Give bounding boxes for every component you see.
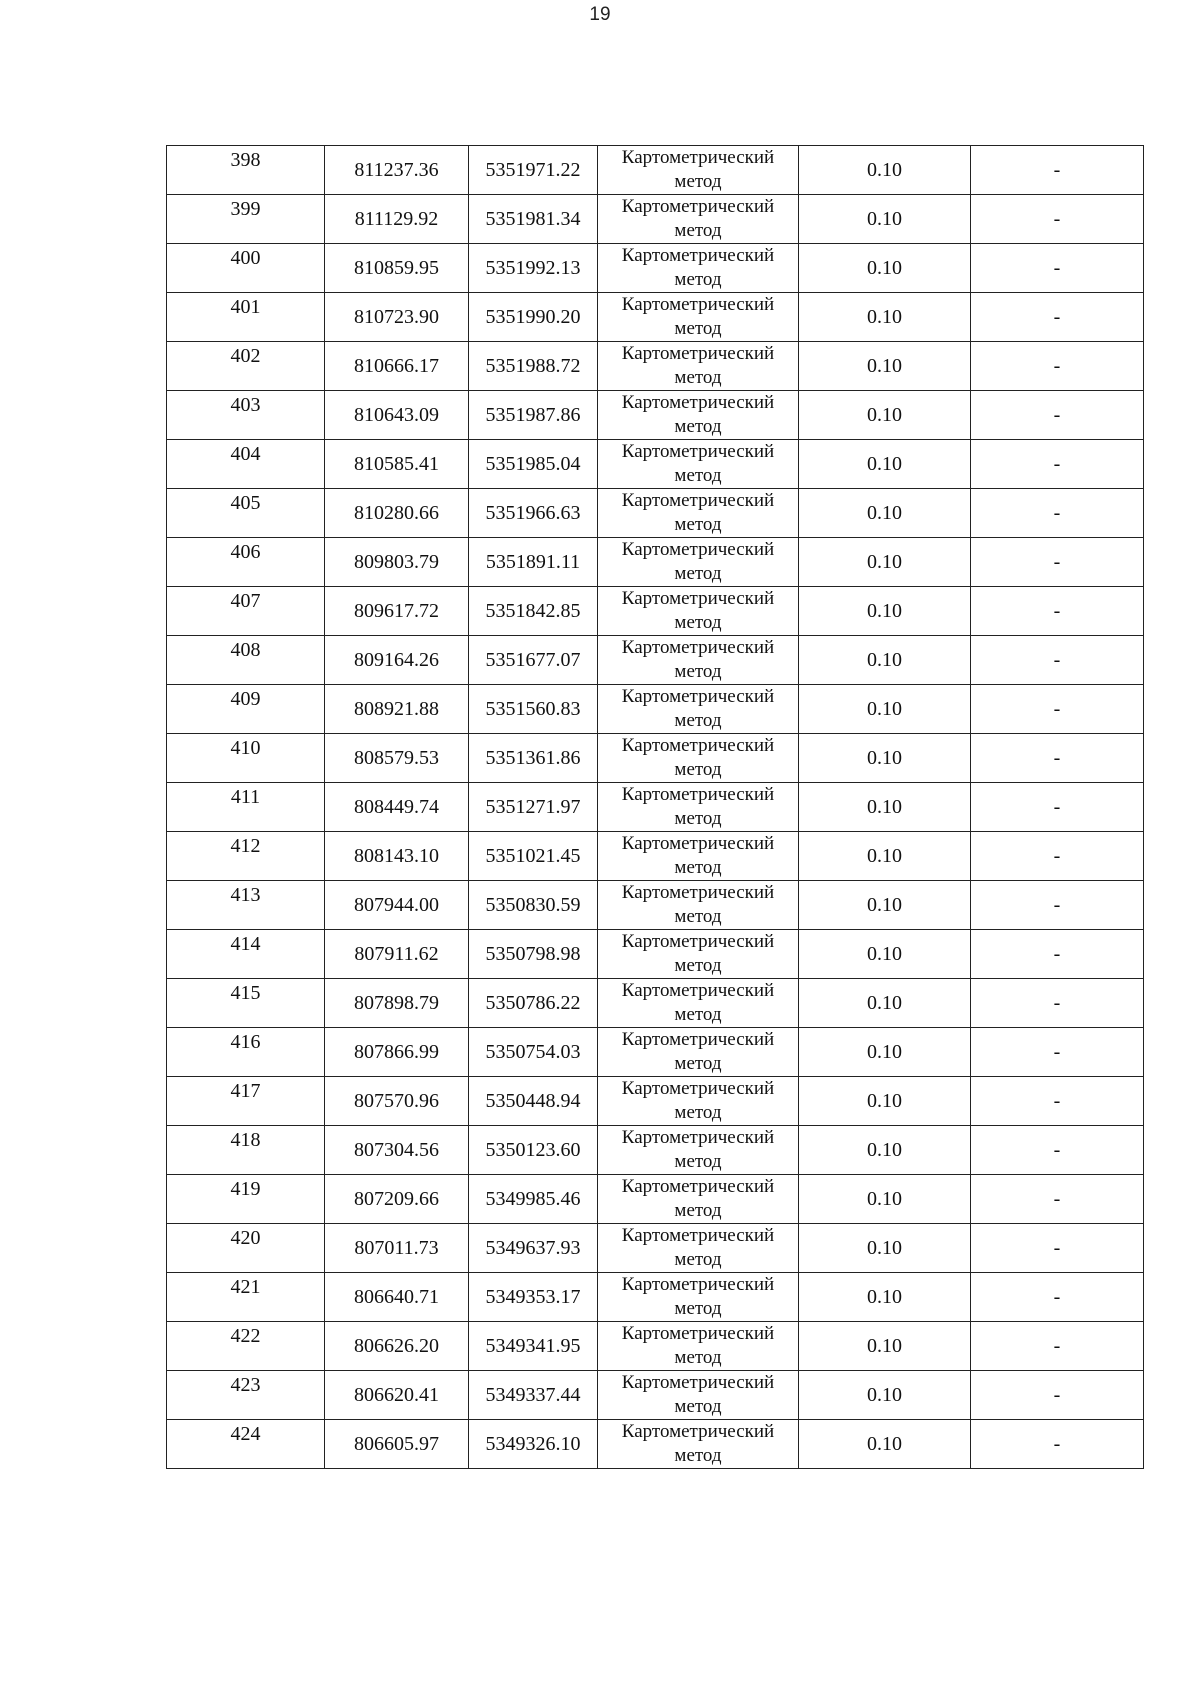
x-coordinate-cell: 808921.88 (325, 685, 469, 734)
method-cell (598, 1420, 799, 1469)
note-cell: - (971, 783, 1144, 832)
accuracy-cell: 0.10 (799, 538, 971, 587)
y-coordinate-cell: 5350448.94 (469, 1077, 598, 1126)
method-cell (598, 538, 799, 587)
accuracy-cell: 0.10 (799, 587, 971, 636)
note-cell: - (971, 979, 1144, 1028)
method-name-line1: Картометрический (621, 1078, 775, 1099)
accuracy-cell: 0.10 (799, 1273, 971, 1322)
method-name-line2: метод (674, 857, 722, 878)
method-name-line2: метод (674, 1298, 722, 1319)
table-row (167, 293, 1144, 342)
page-number: 19 (589, 4, 611, 25)
point-number-cell: 422 (167, 1322, 325, 1371)
method-name-line2: метод (674, 416, 722, 437)
method-name-line2: метод (674, 612, 722, 633)
method-cell (598, 489, 799, 538)
accuracy-cell: 0.10 (799, 1126, 971, 1175)
method-name-line1: Картометрический (621, 1029, 775, 1050)
table-row (167, 342, 1144, 391)
table-row (167, 146, 1144, 195)
note-cell: - (971, 1371, 1144, 1420)
method-cell (598, 1224, 799, 1273)
accuracy-cell: 0.10 (799, 489, 971, 538)
x-coordinate-cell: 807944.00 (325, 881, 469, 930)
method-name-line2: метод (674, 906, 722, 927)
y-coordinate-cell: 5349341.95 (469, 1322, 598, 1371)
point-number-cell: 400 (167, 244, 325, 293)
y-coordinate-cell: 5351988.72 (469, 342, 598, 391)
x-coordinate-cell: 810280.66 (325, 489, 469, 538)
accuracy-cell: 0.10 (799, 685, 971, 734)
method-name-line2: метод (674, 269, 722, 290)
method-name-line2: метод (674, 367, 722, 388)
method-name-line1: Картометрический (621, 931, 775, 952)
x-coordinate-cell: 808449.74 (325, 783, 469, 832)
table-row (167, 1028, 1144, 1077)
note-cell: - (971, 489, 1144, 538)
point-number-cell: 413 (167, 881, 325, 930)
x-coordinate-cell: 807911.62 (325, 930, 469, 979)
method-cell (598, 293, 799, 342)
point-number-cell: 424 (167, 1420, 325, 1469)
y-coordinate-cell: 5351021.45 (469, 832, 598, 881)
point-number-cell: 415 (167, 979, 325, 1028)
table-row (167, 1420, 1144, 1469)
note-cell: - (971, 293, 1144, 342)
x-coordinate-cell: 808579.53 (325, 734, 469, 783)
y-coordinate-cell: 5350798.98 (469, 930, 598, 979)
point-number-cell: 423 (167, 1371, 325, 1420)
point-number-cell: 421 (167, 1273, 325, 1322)
method-name-line1: Картометрический (621, 441, 775, 462)
note-cell: - (971, 1224, 1144, 1273)
y-coordinate-cell: 5350786.22 (469, 979, 598, 1028)
method-cell (598, 783, 799, 832)
note-cell: - (971, 1420, 1144, 1469)
y-coordinate-cell: 5351677.07 (469, 636, 598, 685)
x-coordinate-cell: 806626.20 (325, 1322, 469, 1371)
accuracy-cell: 0.10 (799, 1420, 971, 1469)
method-cell (598, 1175, 799, 1224)
point-number-cell: 412 (167, 832, 325, 881)
y-coordinate-cell: 5349337.44 (469, 1371, 598, 1420)
method-name-line2: метод (674, 955, 722, 976)
note-cell: - (971, 538, 1144, 587)
method-cell (598, 685, 799, 734)
table-row (167, 881, 1144, 930)
x-coordinate-cell: 809617.72 (325, 587, 469, 636)
x-coordinate-cell: 811237.36 (325, 146, 469, 195)
accuracy-cell: 0.10 (799, 832, 971, 881)
note-cell: - (971, 587, 1144, 636)
method-name-line2: метод (674, 1053, 722, 1074)
method-name-line2: метод (674, 1249, 722, 1270)
accuracy-cell: 0.10 (799, 440, 971, 489)
accuracy-cell: 0.10 (799, 1224, 971, 1273)
x-coordinate-cell: 809164.26 (325, 636, 469, 685)
note-cell: - (971, 881, 1144, 930)
y-coordinate-cell: 5349326.10 (469, 1420, 598, 1469)
x-coordinate-cell: 807011.73 (325, 1224, 469, 1273)
method-name-line1: Картометрический (621, 1372, 775, 1393)
note-cell: - (971, 146, 1144, 195)
table-row (167, 1224, 1144, 1273)
method-cell (598, 832, 799, 881)
method-name-line1: Картометрический (621, 784, 775, 805)
note-cell: - (971, 391, 1144, 440)
method-name-line1: Картометрический (621, 147, 775, 168)
point-number-cell: 410 (167, 734, 325, 783)
y-coordinate-cell: 5351271.97 (469, 783, 598, 832)
method-name-line2: метод (674, 1151, 722, 1172)
accuracy-cell: 0.10 (799, 979, 971, 1028)
note-cell: - (971, 1175, 1144, 1224)
x-coordinate-cell: 808143.10 (325, 832, 469, 881)
point-number-cell: 411 (167, 783, 325, 832)
point-number-cell: 409 (167, 685, 325, 734)
point-number-cell: 399 (167, 195, 325, 244)
note-cell: - (971, 930, 1144, 979)
method-name-line1: Картометрический (621, 1225, 775, 1246)
method-cell (598, 391, 799, 440)
table-row (167, 538, 1144, 587)
note-cell: - (971, 1126, 1144, 1175)
method-name-line1: Картометрический (621, 539, 775, 560)
accuracy-cell: 0.10 (799, 342, 971, 391)
y-coordinate-cell: 5351361.86 (469, 734, 598, 783)
coordinates-table (166, 145, 1144, 1469)
point-number-cell: 406 (167, 538, 325, 587)
method-cell (598, 1028, 799, 1077)
x-coordinate-cell: 810585.41 (325, 440, 469, 489)
accuracy-cell: 0.10 (799, 783, 971, 832)
table-row (167, 1126, 1144, 1175)
method-cell (598, 1273, 799, 1322)
accuracy-cell: 0.10 (799, 195, 971, 244)
accuracy-cell: 0.10 (799, 293, 971, 342)
method-name-line1: Картометрический (621, 833, 775, 854)
method-name-line1: Картометрический (621, 1127, 775, 1148)
method-name-line1: Картометрический (621, 392, 775, 413)
note-cell: - (971, 195, 1144, 244)
method-cell (598, 636, 799, 685)
x-coordinate-cell: 810666.17 (325, 342, 469, 391)
table-row (167, 391, 1144, 440)
method-name-line1: Картометрический (621, 637, 775, 658)
method-name-line2: метод (674, 661, 722, 682)
method-cell (598, 146, 799, 195)
y-coordinate-cell: 5351981.34 (469, 195, 598, 244)
table-row (167, 1371, 1144, 1420)
point-number-cell: 408 (167, 636, 325, 685)
point-number-cell: 419 (167, 1175, 325, 1224)
x-coordinate-cell: 806605.97 (325, 1420, 469, 1469)
accuracy-cell: 0.10 (799, 1322, 971, 1371)
method-name-line2: метод (674, 808, 722, 829)
method-cell (598, 587, 799, 636)
accuracy-cell: 0.10 (799, 881, 971, 930)
accuracy-cell: 0.10 (799, 636, 971, 685)
table-row (167, 685, 1144, 734)
y-coordinate-cell: 5351987.86 (469, 391, 598, 440)
method-name-line1: Картометрический (621, 1421, 775, 1442)
y-coordinate-cell: 5351971.22 (469, 146, 598, 195)
method-name-line2: метод (674, 514, 722, 535)
method-name-line1: Картометрический (621, 686, 775, 707)
point-number-cell: 418 (167, 1126, 325, 1175)
method-name-line2: метод (674, 1200, 722, 1221)
note-cell: - (971, 1273, 1144, 1322)
x-coordinate-cell: 806620.41 (325, 1371, 469, 1420)
method-name-line1: Картометрический (621, 343, 775, 364)
table-row (167, 783, 1144, 832)
y-coordinate-cell: 5351560.83 (469, 685, 598, 734)
table-row (167, 587, 1144, 636)
method-cell (598, 1322, 799, 1371)
method-name-line1: Картометрический (621, 245, 775, 266)
accuracy-cell: 0.10 (799, 1077, 971, 1126)
x-coordinate-cell: 807304.56 (325, 1126, 469, 1175)
method-cell (598, 881, 799, 930)
y-coordinate-cell: 5351891.11 (469, 538, 598, 587)
method-name-line2: метод (674, 465, 722, 486)
method-name-line2: метод (674, 563, 722, 584)
note-cell: - (971, 734, 1144, 783)
table-row (167, 440, 1144, 489)
table-row (167, 1322, 1144, 1371)
point-number-cell: 401 (167, 293, 325, 342)
point-number-cell: 417 (167, 1077, 325, 1126)
y-coordinate-cell: 5351842.85 (469, 587, 598, 636)
accuracy-cell: 0.10 (799, 1028, 971, 1077)
accuracy-cell: 0.10 (799, 244, 971, 293)
method-name-line1: Картометрический (621, 294, 775, 315)
point-number-cell: 398 (167, 146, 325, 195)
note-cell: - (971, 832, 1144, 881)
table-row (167, 1077, 1144, 1126)
table-row (167, 244, 1144, 293)
y-coordinate-cell: 5351966.63 (469, 489, 598, 538)
method-name-line2: метод (674, 1445, 722, 1466)
method-cell (598, 195, 799, 244)
method-name-line2: метод (674, 759, 722, 780)
method-name-line1: Картометрический (621, 882, 775, 903)
method-cell (598, 1077, 799, 1126)
method-name-line2: метод (674, 1004, 722, 1025)
method-cell (598, 440, 799, 489)
point-number-cell: 403 (167, 391, 325, 440)
accuracy-cell: 0.10 (799, 391, 971, 440)
y-coordinate-cell: 5350754.03 (469, 1028, 598, 1077)
x-coordinate-cell: 806640.71 (325, 1273, 469, 1322)
method-cell (598, 1371, 799, 1420)
table-row (167, 1273, 1144, 1322)
note-cell: - (971, 636, 1144, 685)
note-cell: - (971, 1322, 1144, 1371)
point-number-cell: 404 (167, 440, 325, 489)
method-cell (598, 734, 799, 783)
point-number-cell: 407 (167, 587, 325, 636)
accuracy-cell: 0.10 (799, 146, 971, 195)
x-coordinate-cell: 811129.92 (325, 195, 469, 244)
note-cell: - (971, 685, 1144, 734)
accuracy-cell: 0.10 (799, 1175, 971, 1224)
method-name-line1: Картометрический (621, 1323, 775, 1344)
table-row (167, 489, 1144, 538)
table-row (167, 979, 1144, 1028)
method-name-line1: Картометрический (621, 588, 775, 609)
x-coordinate-cell: 807209.66 (325, 1175, 469, 1224)
x-coordinate-cell: 810859.95 (325, 244, 469, 293)
method-name-line1: Картометрический (621, 1176, 775, 1197)
y-coordinate-cell: 5351990.20 (469, 293, 598, 342)
accuracy-cell: 0.10 (799, 930, 971, 979)
point-number-cell: 405 (167, 489, 325, 538)
table-row (167, 832, 1144, 881)
accuracy-cell: 0.10 (799, 1371, 971, 1420)
note-cell: - (971, 440, 1144, 489)
method-name-line1: Картометрический (621, 735, 775, 756)
method-cell (598, 342, 799, 391)
note-cell: - (971, 342, 1144, 391)
y-coordinate-cell: 5351992.13 (469, 244, 598, 293)
x-coordinate-cell: 809803.79 (325, 538, 469, 587)
table-row (167, 195, 1144, 244)
point-number-cell: 420 (167, 1224, 325, 1273)
table-row (167, 930, 1144, 979)
y-coordinate-cell: 5350123.60 (469, 1126, 598, 1175)
method-name-line2: метод (674, 1396, 722, 1417)
x-coordinate-cell: 810723.90 (325, 293, 469, 342)
method-name-line2: метод (674, 220, 722, 241)
y-coordinate-cell: 5351985.04 (469, 440, 598, 489)
x-coordinate-cell: 807898.79 (325, 979, 469, 1028)
method-name-line2: метод (674, 171, 722, 192)
method-cell (598, 244, 799, 293)
point-number-cell: 414 (167, 930, 325, 979)
note-cell: - (971, 1028, 1144, 1077)
method-cell (598, 979, 799, 1028)
y-coordinate-cell: 5349353.17 (469, 1273, 598, 1322)
method-name-line2: метод (674, 318, 722, 339)
note-cell: - (971, 244, 1144, 293)
y-coordinate-cell: 5350830.59 (469, 881, 598, 930)
point-number-cell: 416 (167, 1028, 325, 1077)
x-coordinate-cell: 810643.09 (325, 391, 469, 440)
y-coordinate-cell: 5349985.46 (469, 1175, 598, 1224)
note-cell: - (971, 1077, 1144, 1126)
coordinates-table-body (167, 146, 1144, 1469)
x-coordinate-cell: 807570.96 (325, 1077, 469, 1126)
method-name-line1: Картометрический (621, 980, 775, 1001)
y-coordinate-cell: 5349637.93 (469, 1224, 598, 1273)
method-name-line2: метод (674, 1347, 722, 1368)
method-name-line1: Картометрический (621, 1274, 775, 1295)
method-name-line2: метод (674, 1102, 722, 1123)
table-row (167, 636, 1144, 685)
x-coordinate-cell: 807866.99 (325, 1028, 469, 1077)
accuracy-cell: 0.10 (799, 734, 971, 783)
table-row (167, 734, 1144, 783)
method-name-line1: Картометрический (621, 196, 775, 217)
point-number-cell: 402 (167, 342, 325, 391)
method-name-line2: метод (674, 710, 722, 731)
method-cell (598, 930, 799, 979)
method-cell (598, 1126, 799, 1175)
method-name-line1: Картометрический (621, 490, 775, 511)
table-row (167, 1175, 1144, 1224)
